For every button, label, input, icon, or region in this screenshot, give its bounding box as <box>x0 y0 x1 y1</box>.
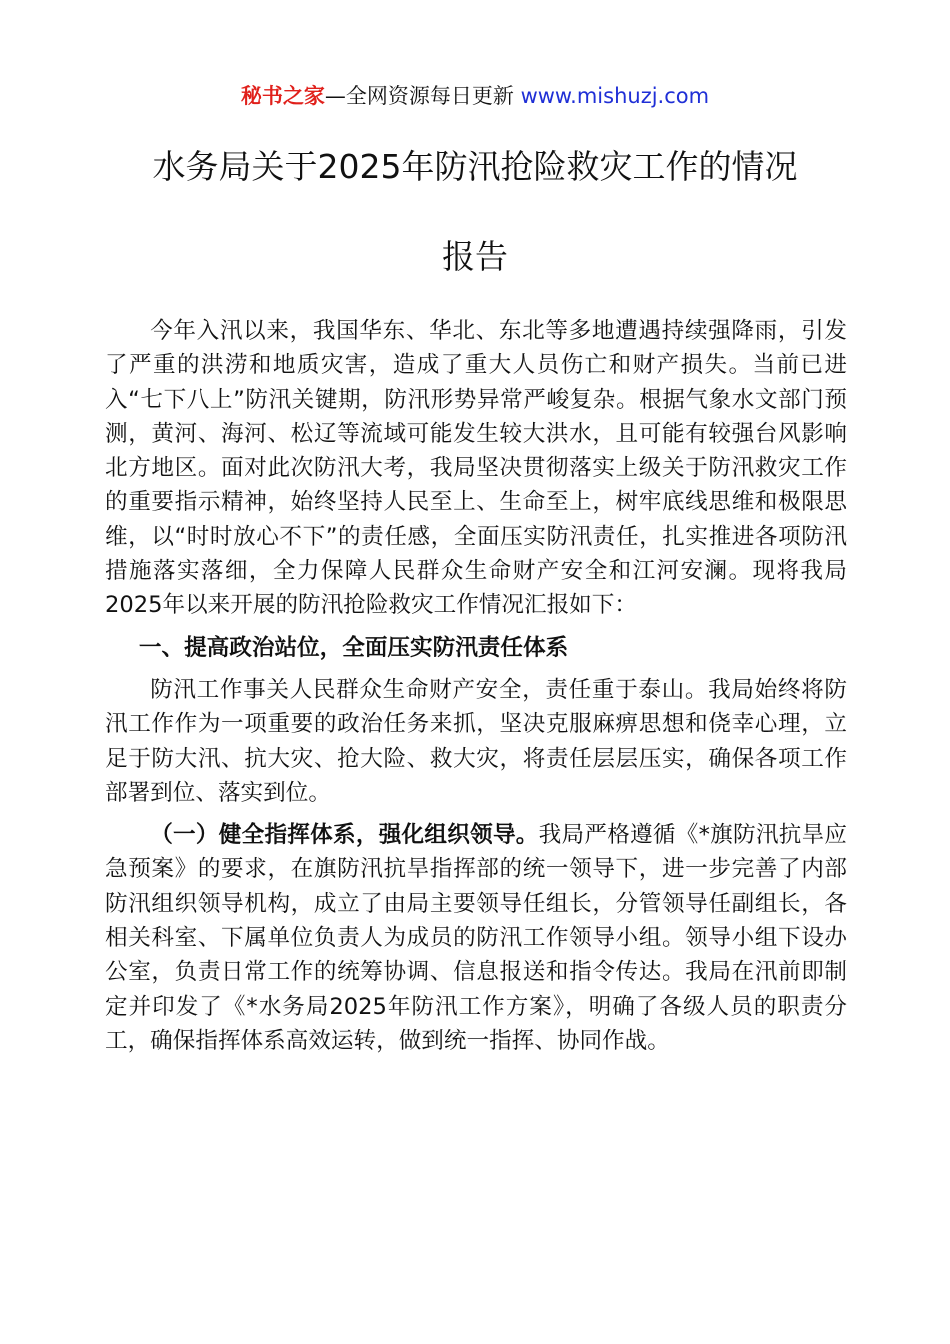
site-url-link[interactable]: www.mishuzj.com <box>520 84 710 108</box>
subsection-1-heading: （一）健全指挥体系，强化组织领导。 <box>150 822 539 849</box>
document-title-line-2: 报告 <box>442 237 508 276</box>
subsection-1-text: 我局严格遵循《*旗防汛抗旱应急预案》的要求，在旗防汛抗旱指挥部的统一领导下，进一步完善了内部防汛组织领导机构，成立了由局主要领导任组长，分管领导任副组长，各相关科室、下属单位负责人为成员的防汛工作领导小组。领导小组下设办公室，负责日常工作的统筹协调、信息报送和指令传达。我局在汛前即制定并印发了《*水务局2025年防汛工作方案》，明确了各级人员的职责分工，确保指挥体系高效运转，做到统一指挥、协同作战。 <box>105 822 848 1054</box>
header-banner <box>0 80 950 112</box>
intro-paragraph: 今年入汛以来，我国华东、华北、东北等多地遭遇持续强降雨，引发了严重的洪涝和地质灾害，造成了重大人员伤亡和财产损失。当前已进入“七下八上”防汛关键期，防汛形势异常严峻复杂。根据气象水文部门预测，黄河、海河、松辽等流域可能发生较大洪水，且可能有较强台风影响北方地区。面对此次防汛大考，我局坚决贯彻落实上级关于防汛救灾工作的重要指示精神，始终坚持人民至上、生命至上，树牢底线思维和极限思维，以“时时放心不下”的责任感，全面压实防汛责任，扎实推进各项防汛措施落实落细，全力保障人民群众生命财产安全和江河安澜。现将我局2025年以来开展的防汛抢险救灾工作情况汇报如下： <box>105 318 847 619</box>
section-1-heading: 一、提高政治站位，全面压实防汛责任体系 <box>138 634 569 661</box>
document-title-line-1: 水务局关于2025年防汛抢险救灾工作的情况 <box>152 147 798 186</box>
subsection-1-paragraph <box>105 818 847 1058</box>
brand-name: 秘书之家 <box>240 84 325 108</box>
section-1-paragraph: 防汛工作事关人民群众生命财产安全，责任重于泰山。我局始终将防汛工作作为一项重要的政治任务来抓，坚决克服麻痹思想和侥幸心理，立足于防大汛、抗大灾、抢大险、救大灾，将责任层层压实，确保各项工作部署到位、落实到位。 <box>105 676 847 806</box>
header-tagline: —全网资源每日更新 <box>324 84 521 108</box>
document-body <box>105 314 847 1066</box>
